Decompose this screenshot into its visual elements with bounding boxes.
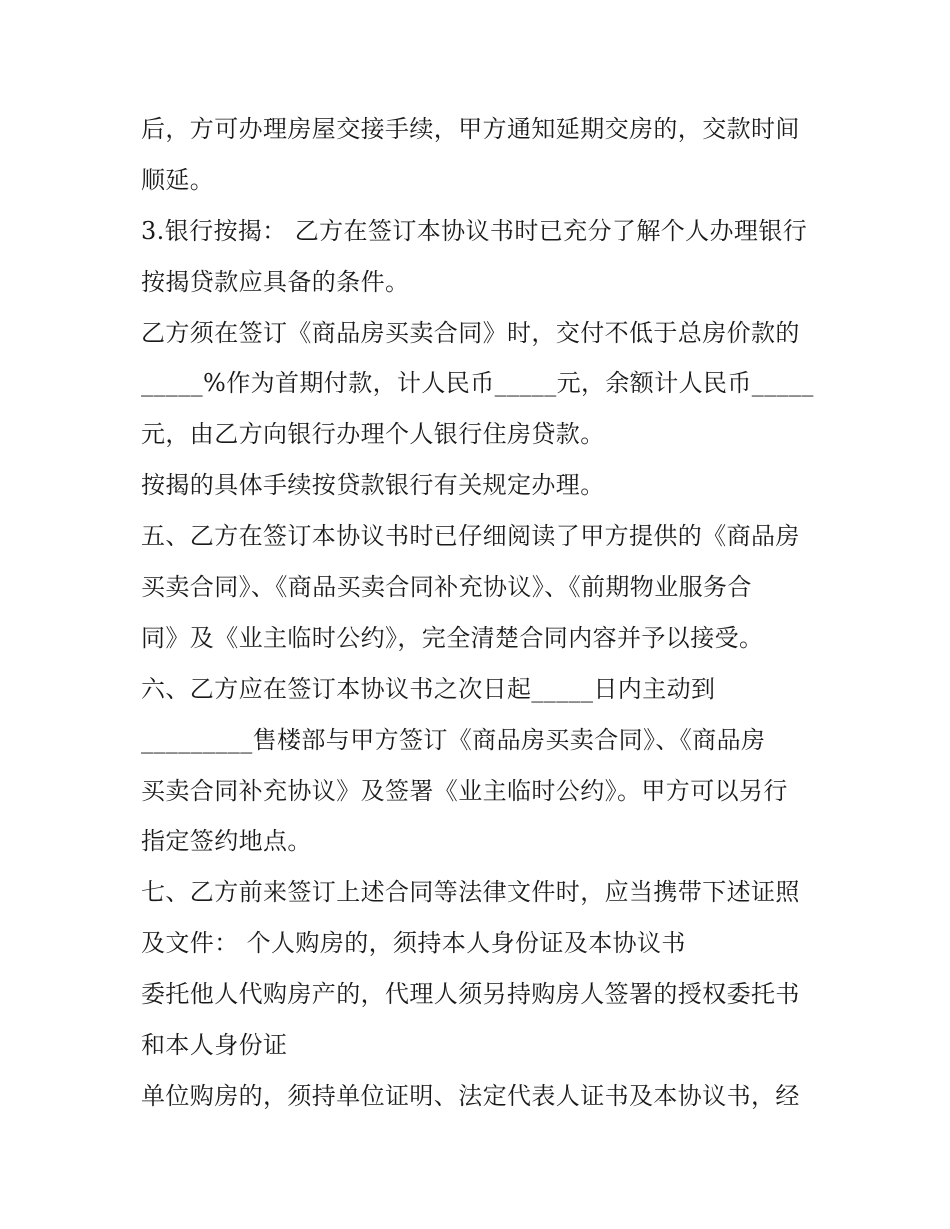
text-line: 后，方可办理房屋交接手续，甲方通知延期交房的，交款时间 xyxy=(141,115,800,143)
text-line: _________售楼部与甲方签订《商品房买卖合同》、《商品房 xyxy=(141,725,766,754)
text-line: 顺延。 xyxy=(141,165,215,194)
text-line: 委托他人代购房产的，代理人须另持购房人签署的授权委托书 xyxy=(141,980,800,1009)
text-line: 乙方须在签订《商品房买卖合同》时，交付不低于总房价款的 xyxy=(141,318,800,347)
text-line: 元，由乙方向银行办理个人银行住房贷款。 xyxy=(141,420,605,449)
text-line: 买卖合同》、《商品买卖合同补充协议》、《前期物业服务合 xyxy=(141,573,752,602)
text-line: 单位购房的，须持单位证明、法定代表人证书及本协议书，经 xyxy=(141,1081,800,1110)
text-line: 和本人身份证 xyxy=(141,1031,288,1060)
text-line: 同》及《业主临时公约》，完全清楚合同内容并予以接受。 xyxy=(141,623,764,652)
text-line: 按揭贷款应具备的条件。 xyxy=(141,267,410,296)
text-line: 按揭的具体手续按贷款银行有关规定办理。 xyxy=(141,471,605,500)
text-line: 五、乙方在签订本协议书时已仔细阅读了甲方提供的《商品房 xyxy=(141,522,800,551)
text-line: 指定签约地点。 xyxy=(141,827,312,856)
text-line: 及文件： 个人购房的，须持本人身份证及本协议书 xyxy=(141,929,686,958)
document-body xyxy=(141,104,821,1122)
text-line: 七、乙方前来签订上述合同等法律文件时，应当携带下述证照 xyxy=(141,878,800,907)
text-line: 六、乙方应在签订本协议书之次日起_____日内主动到 xyxy=(141,674,716,703)
text-line: 买卖合同补充协议》及签署《业主临时公约》。甲方可以另行 xyxy=(141,776,788,805)
text-line: _____%作为首期付款，计人民币_____元，余额计人民币_____ xyxy=(141,369,814,398)
text-line: 3.银行按揭： 乙方在签订本协议书时已充分了解个人办理银行 xyxy=(141,216,808,245)
